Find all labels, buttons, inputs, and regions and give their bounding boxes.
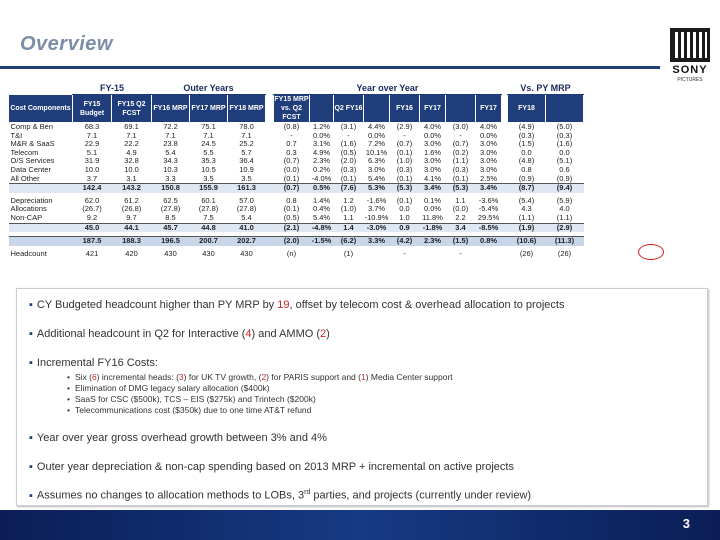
row-label: M&R & SaaS (10, 140, 55, 149)
table-cell: (2.0) (274, 237, 310, 246)
table-cell: 29.5% (477, 213, 500, 222)
table-cell: -5.4% (478, 205, 499, 214)
table-cell: (26) (557, 249, 572, 258)
logo-mark-icon (670, 28, 710, 62)
table-cell: - (290, 131, 293, 140)
table-cell: 3.0% (423, 157, 442, 166)
table-cell: 4.1% (423, 174, 442, 183)
table-cell: 44.8 (190, 223, 228, 232)
table-cell: (0.0) (452, 205, 469, 214)
table-cell: 62.5 (163, 196, 178, 205)
table-cell: 1.4% (312, 196, 331, 205)
table-cell: 62.0 (84, 196, 100, 205)
table-cell: 9.7 (126, 213, 137, 222)
table-cell: (26) (519, 249, 534, 258)
column-header: FY15 MRP vs. Q2 FCST (274, 96, 309, 121)
table-cell: 69.1 (124, 122, 139, 131)
table-cell: 4.0 (559, 205, 570, 214)
table-cell: 45.7 (152, 223, 190, 232)
table-cell: 9.2 (86, 213, 98, 222)
table-cell: 4.9 (126, 148, 137, 157)
table-row (9, 197, 584, 206)
table-cell: 41.0 (228, 223, 266, 232)
bullet-3-sublist (67, 372, 453, 416)
column-header: FY15 Budget (73, 95, 112, 123)
row-label: Data Center (10, 165, 51, 174)
table-cell: 7.2% (367, 140, 386, 149)
table-row (9, 140, 584, 149)
table-cell: 3.0% (479, 165, 498, 174)
table-cell: 0.8% (476, 237, 502, 246)
table-cell: 161.3 (228, 184, 266, 193)
table-cell: -4.0% (311, 174, 332, 183)
bullet-5: ▪ Outer year depreciation & non-cap spending based on 2013 MRP + incremental on active projects (29, 461, 514, 473)
table-cell: (6.2) (334, 237, 364, 246)
table-cell: 0.0 (399, 205, 410, 214)
table-cell: 3.0% (423, 165, 442, 174)
table-cell: 5.4% (367, 174, 386, 183)
table-cell: 0.8 (286, 196, 297, 205)
table-cell: 7.1 (126, 131, 137, 140)
table-cell: 143.2 (112, 184, 152, 193)
table-cell: 4.9% (312, 148, 331, 157)
row-label (9, 237, 73, 246)
column-header: FY16 (390, 95, 420, 123)
table-cell: 0.0% (479, 131, 498, 140)
column-header (364, 95, 390, 123)
table-cell (476, 250, 502, 259)
table-cell: (1.5) (518, 140, 535, 149)
column-header: FY17 MRP (190, 95, 228, 123)
table-cell: (4.2) (390, 237, 420, 246)
table-cell: (1) (343, 249, 354, 258)
table-cell: (11.3) (546, 237, 584, 246)
table-cell: 36.4 (239, 157, 254, 166)
table-cell: 200.7 (190, 237, 228, 246)
table-cell: 0.0% (423, 131, 442, 140)
table-cell: (0.1) (340, 174, 357, 183)
table-cell: 31.9 (84, 157, 100, 166)
table-cell: -1.5% (310, 237, 334, 246)
table-cell: 2.5% (479, 174, 498, 183)
group-year-over-year: Year over Year (274, 83, 502, 95)
table-cell: 10.5 (201, 165, 216, 174)
table-cell: (8.7) (508, 184, 546, 193)
column-header: FY18 MRP (228, 95, 266, 123)
table-cell: 5.7 (241, 148, 252, 157)
table-cell: 35.3 (201, 157, 216, 166)
table-cell: 3.4% (420, 184, 446, 193)
table-cell: 0.6 (559, 165, 570, 174)
table-cell: 10.3 (163, 165, 178, 174)
table-cell: (1.0) (396, 157, 413, 166)
table-cell: (0.3) (340, 165, 357, 174)
table-cell: -10.9% (364, 213, 389, 222)
table-cell: 150.8 (152, 184, 190, 193)
column-header (446, 95, 476, 123)
row-label: Depreciation (10, 196, 53, 205)
table-cell (310, 250, 334, 259)
table-cell: 78.0 (239, 122, 254, 131)
column-header: FY17 (420, 95, 446, 123)
table-cell: 0.8 (521, 165, 532, 174)
table-cell: 75.1 (201, 122, 216, 131)
table-cell: (26.8) (121, 205, 142, 214)
table-cell: 202.7 (228, 237, 266, 246)
table-cell: 1.6% (423, 148, 442, 157)
table-cell: (0.1) (396, 148, 413, 157)
table-cell: (1.5) (446, 237, 476, 246)
column-header: FY16 MRP (152, 95, 190, 123)
table-cell: 421 (85, 249, 99, 258)
table-cell: 420 (125, 249, 138, 258)
table-cell: 44.1 (112, 223, 152, 232)
table-cell: 25.2 (239, 140, 254, 149)
table-row (9, 205, 584, 214)
column-header-row (9, 95, 584, 123)
group-vs-py-mrp: Vs. PY MRP (508, 83, 584, 95)
table-cell: 3.0% (367, 165, 386, 174)
table-cell: 68.3 (84, 122, 100, 131)
table-row (9, 214, 584, 223)
table-row (9, 123, 584, 132)
table-cell: 142.4 (73, 184, 112, 193)
row-label: Non-CAP (10, 213, 43, 222)
table-cell: (5.3) (390, 184, 420, 193)
table-cell: (26.7) (82, 205, 102, 214)
table-row (9, 175, 584, 184)
table-cell: 1.2% (312, 122, 331, 131)
table-cell: (5.9) (556, 196, 573, 205)
row-label: All Other (10, 174, 40, 183)
table-cell: 3.3% (364, 237, 390, 246)
table-cell: (0.0) (283, 165, 300, 174)
table-cell: (27.8) (198, 205, 219, 214)
table-cell: (2.0) (340, 157, 357, 166)
group-header-row (9, 83, 584, 95)
table-cell: 10.9 (239, 165, 254, 174)
commentary-panel (16, 288, 708, 506)
table-cell: (1.9) (508, 223, 546, 232)
footer-bar (0, 510, 720, 540)
table-row (9, 250, 584, 259)
group-fy15: FY-15 (73, 83, 152, 95)
row-label: Telecom (10, 148, 39, 157)
table-cell: - (403, 131, 406, 140)
table-cell: 8.5 (165, 213, 176, 222)
table-cell: 430 (164, 249, 177, 258)
sub-bullet-2: • Elimination of DMG legacy salary allocation ($400k) (67, 383, 453, 394)
title-rule (0, 66, 660, 69)
table-cell: (1.6) (340, 140, 357, 149)
table-cell: 2.2 (455, 213, 466, 222)
table-cell: 10.1% (365, 148, 388, 157)
row-label: T&I (10, 131, 23, 140)
table-row (9, 132, 584, 141)
table-cell: 196.5 (152, 237, 190, 246)
table-cell: 3.7% (367, 205, 386, 214)
table-cell: 0.7 (286, 140, 297, 149)
table-cell: 3.0% (423, 140, 442, 149)
table-cell: (5.4) (518, 196, 535, 205)
table-cell: 34.3 (163, 157, 178, 166)
table-cell: 3.0% (479, 157, 498, 166)
table-cell: -1.8% (420, 223, 446, 232)
table-row (9, 237, 584, 246)
table-cell: (0.7) (396, 140, 413, 149)
row-label: O/S Services (10, 157, 55, 166)
table-cell: 32.8 (124, 157, 139, 166)
table-cell: 1.4 (334, 223, 364, 232)
table-cell: (0.3) (556, 131, 573, 140)
table-cell: (5.1) (556, 157, 573, 166)
row-label: Comp & Ben (10, 122, 54, 131)
table-cell: 430 (240, 249, 253, 258)
column-header: FY17 (476, 95, 502, 123)
table-cell: - (459, 249, 462, 258)
table-cell: 60.1 (201, 196, 216, 205)
table-cell: (0.1) (283, 174, 300, 183)
table-cell: (0.9) (556, 174, 573, 183)
table-cell: 7.5 (203, 213, 214, 222)
table-cell: (n) (286, 249, 297, 258)
table-cell: 0.0 (521, 148, 532, 157)
table-cell: 5.4 (241, 213, 252, 222)
table-cell: 187.5 (73, 237, 112, 246)
table-cell: (2.9) (396, 122, 413, 131)
table-cell: 0.1% (423, 196, 442, 205)
group-outer-years: Outer Years (152, 83, 266, 95)
table-cell: -3.0% (364, 223, 390, 232)
table-cell: 0.2% (312, 165, 331, 174)
table-cell: 0.9 (390, 223, 420, 232)
table-cell: 7.1 (86, 131, 98, 140)
page-number: 3 (682, 516, 690, 531)
column-header: FY15 Q2 FCST (112, 95, 152, 123)
table-cell: (4.9) (518, 122, 535, 131)
table-cell: (0.5) (283, 213, 300, 222)
table-row (9, 166, 584, 175)
table-cell: 24.5 (201, 140, 216, 149)
table-cell: (5.0) (556, 122, 573, 131)
table-cell: (2.1) (274, 223, 310, 232)
table-cell: 6.3% (367, 157, 386, 166)
table-cell: 1.1 (343, 213, 354, 222)
table-cell: (0.2) (452, 148, 469, 157)
table-cell: 5.1 (86, 148, 98, 157)
bullet-2: ▪ Additional headcount in Q2 for Interactive (4) and AMMO (2) (29, 328, 330, 340)
table-cell: 23.8 (163, 140, 178, 149)
bullet-6: ▪ Assumes no changes to allocation methods to LOBs, 3rd parties, and projects (currently under review) (29, 489, 532, 502)
table-cell: (0.8) (283, 122, 300, 131)
table-cell: 3.5 (203, 174, 214, 183)
table-cell: 430 (202, 249, 215, 258)
table-cell: 22.9 (84, 140, 100, 149)
table-cell: - (459, 131, 462, 140)
table-cell: 5.3% (364, 184, 390, 193)
table-cell: (1.1) (452, 157, 469, 166)
table-cell: 155.9 (190, 184, 228, 193)
table-cell: 4.4% (367, 122, 386, 131)
sub-bullet-3: • SaaS for CSC ($500k), TCS – EIS ($275k) and Trintech ($200k) (67, 394, 453, 405)
table-cell: 2.3% (312, 157, 331, 166)
table-cell: 0.0 (559, 148, 570, 157)
bullet-1: ▪ CY Budgeted headcount higher than PY MRP by 19, offset by telecom cost & overhead allocation to projects (29, 299, 565, 311)
table-cell: (0.3) (452, 165, 469, 174)
column-header (546, 95, 584, 123)
logo-sub: PICTURES (677, 77, 703, 83)
table-row (9, 149, 584, 158)
table-cell: (0.1) (396, 174, 413, 183)
table-cell: 0.4% (312, 205, 331, 214)
table-cell: (27.8) (236, 205, 257, 214)
table-cell: 7.1 (241, 131, 252, 140)
table-cell: (9.4) (546, 184, 584, 193)
table-cell: 72.2 (163, 122, 178, 131)
table-cell: 11.8% (422, 213, 443, 222)
table-cell (364, 250, 390, 259)
column-header (310, 95, 334, 123)
table-cell: 5.5 (203, 148, 214, 157)
table-cell: 3.4 (446, 223, 476, 232)
table-cell: 1.0 (399, 213, 410, 222)
row-label: Allocations (10, 205, 47, 214)
column-header: Cost Components (9, 95, 73, 123)
table-cell: 3.7 (86, 174, 98, 183)
table-cell: 3.4% (476, 184, 502, 193)
table-cell: 3.3 (165, 174, 176, 183)
table-cell: -4.8% (310, 223, 334, 232)
sony-pictures-logo (668, 28, 712, 82)
table-cell: (4.8) (518, 157, 535, 166)
page-title: Overview (20, 33, 113, 55)
table-row (9, 157, 584, 166)
table-cell: 0.5% (310, 184, 334, 193)
table-cell: (0.1) (396, 196, 413, 205)
logo-word: SONY (672, 64, 708, 76)
column-header: FY18 (508, 95, 546, 123)
bullet-3: ▪ Incremental FY16 Costs: (29, 357, 158, 369)
table-cell: (1.6) (556, 140, 573, 149)
table-cell: (0.9) (518, 174, 535, 183)
table-cell: 4.0% (423, 122, 442, 131)
row-label: Headcount (10, 249, 47, 258)
sub-bullet-4: • Telecommunications cost ($350k) due to one time AT&T refund (67, 405, 453, 416)
table-cell: 7.1 (203, 131, 214, 140)
sub-bullet-1: • Six (6) incremental heads: (3) for UK TV growth, (2) for PARIS support and (1) Media Center support (67, 372, 453, 383)
row-label (9, 184, 73, 193)
table-cell: -8.5% (476, 223, 502, 232)
table-cell: 188.3 (112, 237, 152, 246)
table-cell: (0.5) (340, 148, 357, 157)
table-cell: 0.3 (286, 148, 297, 157)
bullet-4: ▪ Year over year gross overhead growth between 3% and 4% (29, 432, 327, 444)
table-cell: 5.4% (312, 213, 331, 222)
table-cell: (3.1) (340, 122, 357, 131)
table-cell: 3.5 (241, 174, 252, 183)
table-cell: 10.0 (84, 165, 100, 174)
table-cell: (10.6) (508, 237, 546, 246)
table-row (9, 223, 584, 232)
highlight-circle (638, 244, 664, 260)
table-cell: 22.2 (124, 140, 139, 149)
table-cell: 10.0 (124, 165, 139, 174)
table-cell: (1.1) (518, 213, 535, 222)
column-header: Q2 FY16 (334, 95, 364, 123)
table-cell: 7.1 (165, 131, 176, 140)
table-cell: 57.0 (239, 196, 254, 205)
table-cell: -3.6% (478, 196, 499, 205)
table-cell: (0.3) (518, 131, 535, 140)
table-cell: 3.0% (479, 140, 498, 149)
table-cell: 4.0% (479, 122, 498, 131)
table-cell: 1.1 (455, 196, 466, 205)
table-cell: - (347, 131, 350, 140)
table-cell: - (403, 249, 406, 258)
table-cell: 2.3% (420, 237, 446, 246)
table-cell: (3.0) (452, 122, 469, 131)
table-cell: (1.0) (340, 205, 357, 214)
table-cell: (5.3) (446, 184, 476, 193)
table-cell: (0.1) (452, 174, 469, 183)
table-cell: (0.7) (452, 140, 469, 149)
table-cell: 3.1% (312, 140, 331, 149)
table-cell: 3.1 (126, 174, 137, 183)
table-cell: 45.0 (73, 223, 112, 232)
table-cell: (0.3) (396, 165, 413, 174)
table-row (9, 184, 584, 193)
table-cell: -1.6% (366, 196, 387, 205)
table-cell: (1.1) (556, 213, 573, 222)
overhead-table (8, 83, 584, 258)
table-cell: 0.0% (423, 205, 442, 214)
table-cell: 0.0% (367, 131, 386, 140)
table-cell: 4.3 (521, 205, 532, 214)
table-cell: 0.0% (312, 131, 331, 140)
table-cell: (7.6) (334, 184, 364, 193)
table-cell: (0.7) (274, 184, 310, 193)
table-cell: (27.8) (160, 205, 181, 214)
table-cell: 5.4 (165, 148, 176, 157)
row-label (9, 223, 73, 232)
table-cell (420, 250, 446, 259)
table-cell: (0.1) (283, 205, 300, 214)
table-cell: (0.7) (283, 157, 300, 166)
table-cell: 1.2 (343, 196, 354, 205)
table-cell: (2.9) (546, 223, 584, 232)
table-cell: 61.2 (124, 196, 139, 205)
table-cell: 3.0% (479, 148, 498, 157)
